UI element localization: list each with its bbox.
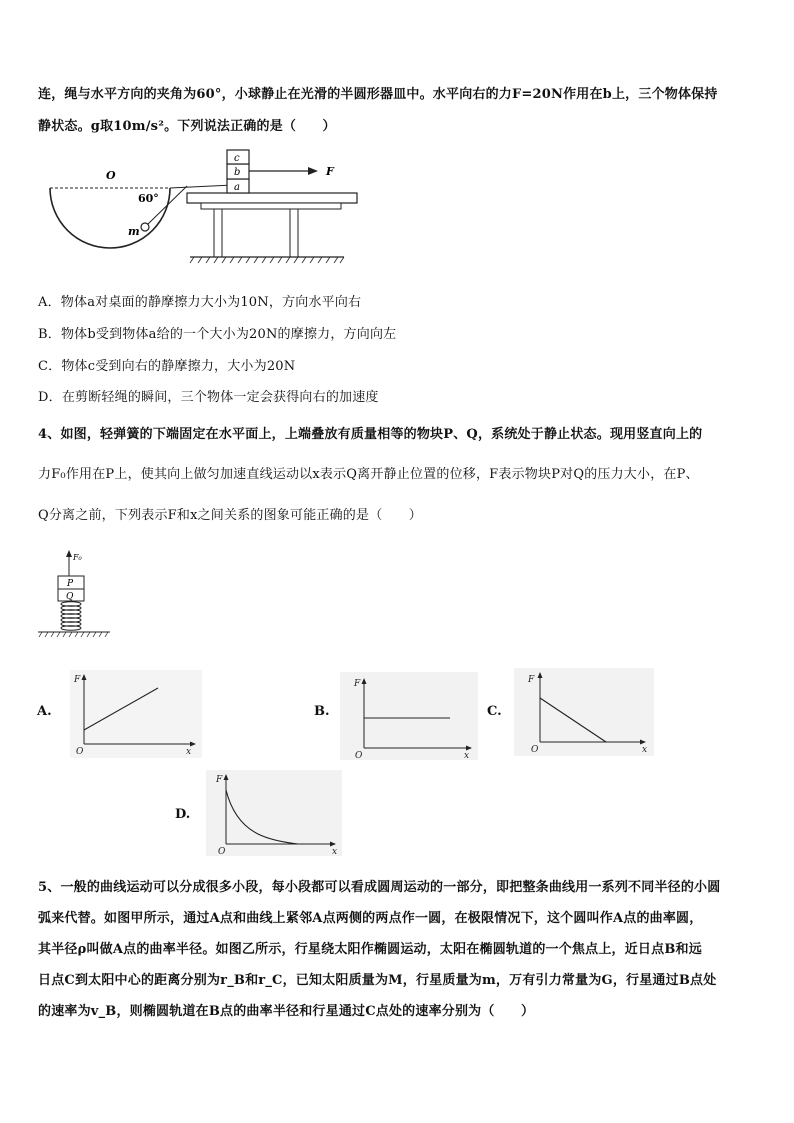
q3-figure [44,146,364,272]
q4-text-line-3: Q分离之前，下列表示F和x之间关系的图象可能正确的是（ ） [38,508,423,523]
label-f0: F₀ [73,553,82,562]
q4-spring-figure [36,548,116,644]
q5-text-line-3: 其半径ρ叫做A点的曲率半径。如图乙所示，行星绕太阳作椭圆运动，太阳在椭圆轨道的一个焦点上，近日点B和远 [38,942,702,957]
q3-option-c: C．物体c受到向右的静摩擦力，大小为20N [38,359,296,374]
graph-a-axis-x: x [186,747,192,757]
label-f: F [326,165,334,178]
q3-option-d: D．在剪断轻绳的瞬间，三个物体一定会获得向右的加速度 [38,390,379,405]
q5-text-line-4: 日点C到太阳中心的距离分别为r_B和r_C，已知太阳质量为M，行星质量为m，万有引力常量为G，行星通过B点处 [38,973,717,988]
label-m: m [128,225,140,238]
q4-text-line-2: 力F₀作用在P上，使其向上做匀加速直线运动以x表示Q离开静止位置的位移，F表示物块P对Q的压力大小，在P、 [38,467,699,482]
q4-option-d-label: D. [175,807,191,822]
q3-text-line-2: 静状态。g取10m/s²。下列说法正确的是（ ） [38,119,336,134]
label-60-degree: 60° [138,192,159,205]
q4-graph-a [70,670,202,758]
label-p: P [67,579,74,589]
q4-graph-c [514,668,654,756]
graph-a-axis-f: F [74,675,81,685]
q3-text-line-1: 连，绳与水平方向的夹角为60°，小球静止在光滑的半圆形器皿中。水平向右的力F=20N作用在b上，三个物体保持 [38,87,718,102]
graph-b-origin: O [355,751,363,760]
q4-option-b-label: B. [314,704,330,719]
label-a: a [234,182,240,193]
label-b: b [234,167,241,178]
graph-d-axis-x: x [332,847,338,856]
q4-option-c-label: C. [487,704,502,719]
label-o: O [106,169,116,182]
q4-option-a-label: A. [37,704,52,719]
graph-b-axis-x: x [464,751,470,760]
q5-text-line-1: 5、一般的曲线运动可以分成很多小段，每小段都可以看成圆周运动的一部分，即把整条曲线用一系列不同半径的小圆 [38,880,721,895]
q4-text-line-1: 4、如图，轻弹簧的下端固定在水平面上，上端叠放有质量相等的物块P、Q，系统处于静止状态。现用竖直向上的 [38,427,703,442]
graph-c-axis-f: F [528,675,535,685]
q4-graph-b [340,672,478,760]
graph-c-origin: O [531,745,539,755]
q5-text-line-5: 的速率为v_B，则椭圆轨道在B点的曲率半径和行星通过C点处的速率分别为（ ） [38,1004,535,1019]
graph-c-axis-x: x [642,745,648,755]
q3-option-b: B．物体b受到物体a给的一个大小为20N的摩擦力，方向向左 [38,327,397,342]
q4-graph-d [206,770,342,856]
q3-option-a: A．物体a对桌面的静摩擦力大小为10N，方向水平向右 [38,295,362,310]
graph-a-origin: O [76,747,84,757]
graph-d-axis-f: F [216,775,223,785]
label-q: Q [66,592,74,602]
graph-b-axis-f: F [354,679,361,689]
label-c: c [234,153,240,164]
q5-text-line-2: 弧来代替。如图甲所示，通过A点和曲线上紧邻A点两侧的两点作一圆，在极限情况下，这个圆叫作A点的曲率圆， [38,911,703,926]
graph-d-origin: O [218,847,226,856]
